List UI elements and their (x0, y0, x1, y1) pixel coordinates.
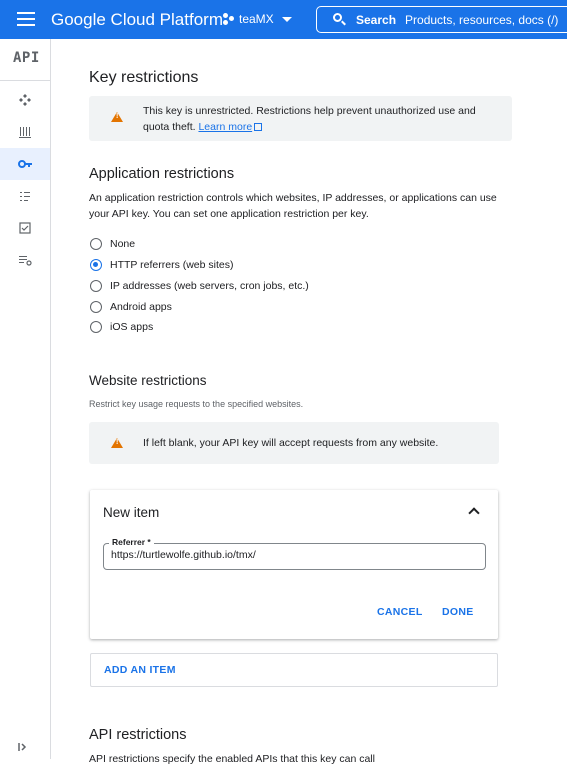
radio-button[interactable] (90, 301, 102, 313)
menu-icon[interactable] (17, 12, 35, 26)
project-selector[interactable] (223, 12, 292, 26)
warning-icon (111, 112, 123, 122)
chevron-up-icon[interactable] (468, 507, 479, 518)
domain-verification-icon[interactable] (0, 212, 50, 244)
radio-button[interactable] (90, 280, 102, 292)
search-label: Search (356, 12, 397, 27)
radio-label: iOS apps (110, 321, 154, 333)
library-icon[interactable] (0, 116, 50, 148)
radio-ip-addresses[interactable] (90, 279, 309, 293)
referrer-label: Referrer * (109, 537, 154, 547)
oauth-consent-icon[interactable] (0, 180, 50, 212)
api-restrictions-title: API restrictions (89, 727, 187, 743)
external-link-icon (254, 123, 262, 131)
credentials-key-icon[interactable] (0, 148, 50, 180)
radio-label: None (110, 238, 136, 250)
dashboard-icon[interactable] (0, 84, 50, 116)
application-restrictions-description: An application restriction controls which websites, IP addresses, or applications can use your API key. You can set one application restriction per key. (89, 192, 497, 220)
sidebar-divider (0, 80, 50, 81)
expand-sidebar-icon[interactable] (18, 742, 28, 755)
radio-button[interactable] (90, 321, 102, 333)
unrestricted-warning (89, 96, 512, 141)
radio-label: IP addresses (web servers, cron jobs, etc.) (110, 280, 309, 292)
radio-label: HTTP referrers (web sites) (110, 259, 234, 271)
unrestricted-warning-text: This key is unrestricted. Restrictions help prevent unauthorized use and quota theft. Learn more (143, 105, 476, 133)
radio-android-apps[interactable] (90, 300, 172, 314)
search-placeholder: Products, resources, docs (/) (405, 12, 559, 27)
add-item-button[interactable]: ADD AN ITEM (104, 664, 176, 676)
radio-button-selected[interactable] (90, 259, 102, 271)
blank-referrer-warning (89, 422, 499, 464)
referrer-input[interactable] (111, 549, 481, 561)
search-icon (333, 13, 346, 26)
top-bar (0, 0, 567, 39)
main-content (51, 39, 567, 765)
blank-referrer-warning-text: If left blank, your API key will accept requests from any website. (143, 437, 439, 449)
website-restrictions-description: Restrict key usage requests to the specified websites. (89, 399, 304, 409)
website-restrictions-title: Website restrictions (89, 373, 207, 388)
page-usage-settings-icon[interactable] (0, 244, 50, 276)
radio-button[interactable] (90, 238, 102, 250)
api-logo: API (13, 50, 40, 66)
brand-title[interactable]: Google Cloud Platform (51, 10, 223, 29)
project-icon (223, 13, 235, 25)
caret-down-icon (282, 17, 292, 22)
key-restrictions-title: Key restrictions (89, 69, 199, 86)
application-restrictions-title: Application restrictions (89, 166, 235, 182)
cancel-button[interactable]: CANCEL (377, 606, 423, 618)
learn-more-link[interactable]: Learn more (198, 121, 253, 133)
new-item-title: New item (103, 505, 160, 520)
sidebar (0, 39, 51, 759)
api-restrictions-description: API restrictions specify the enabled APIs that this key can call (89, 753, 375, 765)
warning-icon (111, 438, 123, 448)
referrer-field[interactable] (103, 537, 486, 570)
radio-label: Android apps (110, 301, 172, 313)
radio-none[interactable] (90, 237, 135, 251)
done-button[interactable]: DONE (442, 606, 474, 618)
radio-ios-apps[interactable] (90, 320, 153, 334)
radio-http-referrers[interactable] (90, 258, 234, 272)
add-item-container (90, 653, 498, 687)
project-name: teaMX (239, 12, 274, 26)
search-bar[interactable] (316, 6, 567, 33)
new-item-card (90, 490, 498, 639)
